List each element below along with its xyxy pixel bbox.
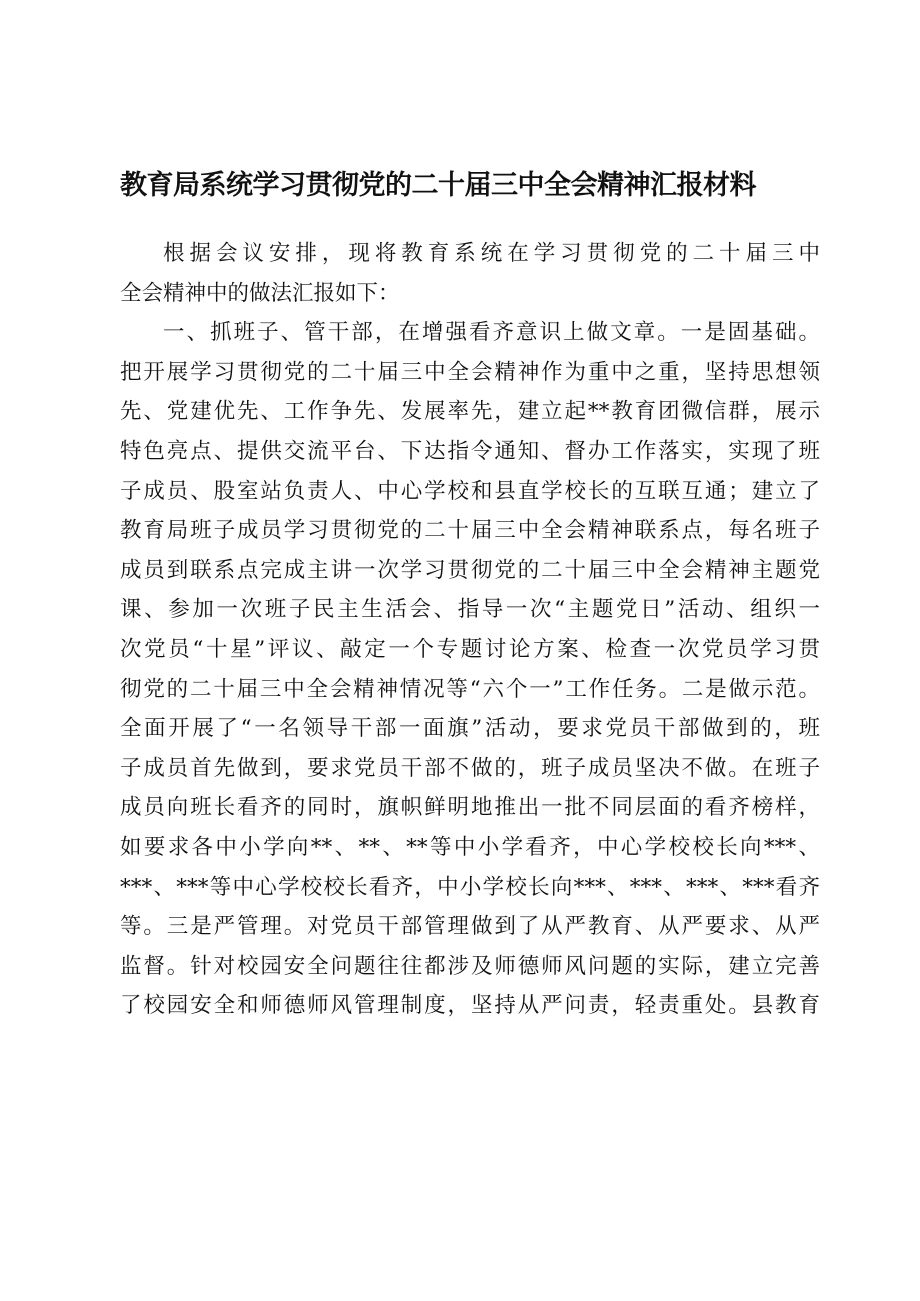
body-line: ***、***等中心学校校长看齐，中小学校长向***、***、***、***看齐 (120, 874, 820, 900)
body-line: 成员向班长看齐的同时，旗帜鲜明地推出一批不同层面的看齐榜样， (120, 795, 820, 821)
body-line: 把开展学习贯彻党的二十届三中全会精神作为重中之重，坚持思想领 (120, 359, 820, 385)
body-line: 教育局班子成员学习贯彻党的二十届三中全会精神联系点，每名班子 (120, 518, 820, 544)
body-line: 根据会议安排，现将教育系统在学习贯彻党的二十届三中 (163, 241, 820, 266)
body-line: 全面开展了“一名领导干部一面旗”活动，要求党员干部做到的，班 (120, 716, 820, 742)
document-title: 教育局系统学习贯彻党的二十届三中全会精神汇报材料 (120, 170, 756, 201)
body-line: 特色亮点、提供交流平台、下达指令通知、督办工作落实，实现了班 (120, 438, 820, 464)
body-line: 先、党建优先、工作争先、发展率先，建立起**教育团微信群，展示 (120, 399, 820, 425)
body-line: 彻党的二十届三中全会精神情况等“六个一”工作任务。二是做示范。 (120, 676, 820, 702)
body-line: 监督。针对校园安全问题往往都涉及师德师风问题的实际，建立完善 (120, 953, 820, 979)
body-line: 全会精神中的做法汇报如下： (120, 280, 400, 306)
document-body (120, 234, 820, 1026)
body-line: 一、抓班子、管干部，在增强看齐意识上做文章。一是固基础。 (163, 320, 820, 346)
body-line: 等。三是严管理。对党员干部管理做到了从严教育、从严要求、从严 (120, 914, 820, 940)
body-line: 子成员、股室站负责人、中心学校和县直学校长的互联互通；建立了 (120, 478, 820, 504)
body-line: 课、参加一次班子民主生活会、指导一次“主题党日”活动、组织一 (120, 597, 820, 623)
body-line: 成员到联系点完成主讲一次学习贯彻党的二十届三中全会精神主题党 (120, 557, 820, 583)
body-line: 子成员首先做到，要求党员干部不做的，班子成员坚决不做。在班子 (120, 755, 820, 781)
body-line: 了校园安全和师德师风管理制度，坚持从严问责，轻责重处。县教育 (120, 993, 820, 1019)
body-line: 如要求各中小学向**、**、**等中小学看齐，中心学校校长向***、 (120, 834, 820, 860)
body-line: 次党员“十星”评议、敲定一个专题讨论方案、检查一次党员学习贯 (120, 636, 820, 662)
